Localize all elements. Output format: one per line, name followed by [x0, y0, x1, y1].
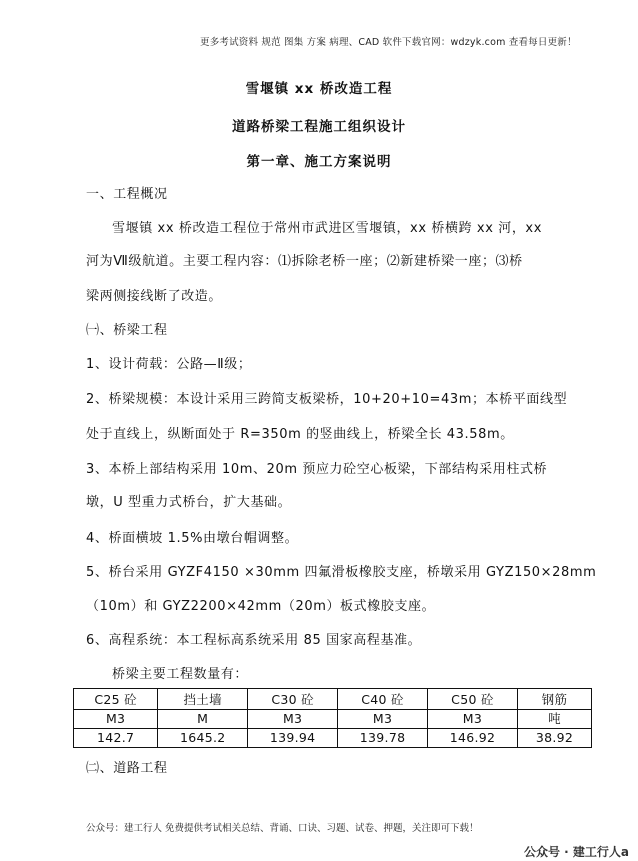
table-header-unit-row [74, 710, 592, 729]
unit-cell-c40: M3 [338, 710, 428, 729]
overview-line-1: 雪堰镇 xx 桥改造工程位于常州市武进区雪堰镇，xx 桥横跨 xx 河，xx [112, 221, 543, 236]
unit-cell-c50: M3 [428, 710, 518, 729]
overview-line-2: 河为Ⅶ级航道。主要工程内容：⑴拆除老桥一座；⑵新建桥梁一座；⑶桥 [86, 254, 523, 269]
subsection-road: ㈡、道路工程 [86, 761, 168, 776]
subsection-bridge: ㈠、桥梁工程 [86, 323, 168, 338]
item-bridge-scale-line-2: 处于直线上，纵断面处于 R=350m 的竖曲线上，桥梁全长 43.58m。 [86, 427, 514, 442]
item-bearing-line-1: 5、桥台采用 GYZF4150 ×30mm 四氟滑板橡胶支座，桥墩采用 GYZ150×28mm [86, 565, 597, 580]
item-structure-line-1: 3、本桥上部结构采用 10m、20m 预应力砼空心板梁，下部结构采用柱式桥 [86, 462, 548, 477]
item-bearing-line-2: （10m）和 GYZ2200×42mm（20m）板式橡胶支座。 [86, 599, 436, 614]
section-heading-overview: 一、工程概况 [86, 187, 168, 202]
unit-cell-c25: M3 [74, 710, 158, 729]
value-cell-retaining-wall: 1645.2 [158, 729, 248, 748]
table-header-name-row [74, 689, 592, 710]
unit-cell-rebar: 吨 [517, 710, 591, 729]
table-value-row [74, 729, 592, 748]
header-banner: 更多考试资料 规范 图集 方案 病理、CAD 软件下载官网：wdzyk.com 查看每日更新！ [200, 37, 577, 48]
item-bridge-scale-line-1: 2、桥梁规模：本设计采用三跨简支板梁桥，10+20+10=43m；本桥平面线型 [86, 392, 568, 407]
value-cell-rebar: 38.92 [517, 729, 591, 748]
header-cell-rebar: 钢筋 [517, 689, 591, 710]
item-elevation-system: 6、高程系统：本工程标高系统采用 85 国家高程基准。 [86, 633, 422, 648]
footer-banner: 公众号：建工行人 免费提供考试相关总结、背诵、口诀、习题、试卷、押题，关注即可下载！ [86, 823, 479, 834]
quantity-table [73, 688, 592, 748]
unit-cell-c30: M3 [248, 710, 338, 729]
value-cell-c25: 142.7 [74, 729, 158, 748]
item-cross-slope: 4、桥面横坡 1.5%由墩台帽调整。 [86, 531, 299, 546]
header-cell-c25: C25 砼 [74, 689, 158, 710]
header-cell-c30: C30 砼 [248, 689, 338, 710]
item-design-load: 1、设计荷载：公路—Ⅱ级； [86, 357, 252, 372]
item-structure-line-2: 墩，U 型重力式桥台，扩大基础。 [86, 495, 292, 510]
design-title: 道路桥梁工程施工组织设计 [232, 119, 406, 135]
value-cell-c40: 139.78 [338, 729, 428, 748]
unit-cell-retaining-wall: M [158, 710, 248, 729]
header-cell-retaining-wall: 挡土墙 [158, 689, 248, 710]
overview-line-3: 梁两侧接线断了改造。 [86, 289, 223, 304]
wechat-watermark: 公众号 · 建工行人a [524, 845, 630, 859]
project-title: 雪堰镇 xx 桥改造工程 [245, 81, 393, 97]
table-intro: 桥梁主要工程数量有： [112, 667, 249, 682]
value-cell-c50: 146.92 [428, 729, 518, 748]
header-cell-c50: C50 砼 [428, 689, 518, 710]
header-cell-c40: C40 砼 [338, 689, 428, 710]
chapter-title: 第一章、施工方案说明 [246, 154, 392, 170]
value-cell-c30: 139.94 [248, 729, 338, 748]
